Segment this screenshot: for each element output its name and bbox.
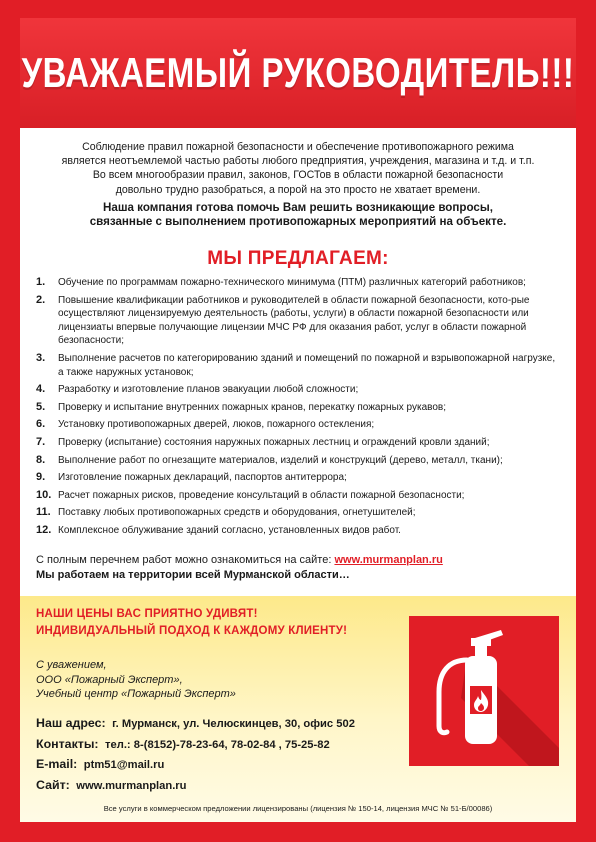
phone-label: Контакты:: [36, 736, 99, 751]
offer-item: [36, 383, 558, 397]
intro-highlight-line: Наша компания готова помочь Вам решить возникающие вопросы,: [103, 200, 493, 214]
full-list-note: [36, 553, 558, 583]
offer-item: [36, 276, 558, 290]
promo-line: НАШИ ЦЕНЫ ВАС ПРИЯТНО УДИВЯТ!: [36, 608, 258, 620]
offer-item-number: 2.: [36, 293, 46, 306]
offer-item-number: 4.: [36, 383, 46, 396]
content-panel: [20, 128, 576, 822]
offer-item-number: 3.: [36, 351, 46, 364]
offer-item-text: Проверку (испытание) состояния наружных пожарных лестниц и ограждений кровли зданий;: [58, 436, 490, 448]
offer-title: МЫ ПРЕДЛАГАЕМ:: [207, 248, 389, 269]
website-link[interactable]: www.murmanplan.ru: [334, 554, 443, 566]
offer-item-text: Расчет пожарных рисков, проведение консультаций в области пожарной безопасности;: [58, 489, 465, 501]
offer-item-text: Изготовление пожарных деклараций, паспортов антитеррора;: [58, 472, 347, 484]
title-banner: [20, 18, 576, 128]
company-name: ООО «Пожарный Эксперт»,: [36, 673, 183, 686]
signature-block: [36, 658, 236, 702]
offer-item-text: Обучение по программам пожарно-технического минимума (ПТМ) различных категорий работников;: [58, 277, 526, 288]
offer-item-number: 5.: [36, 400, 46, 413]
offer-item: [36, 401, 558, 415]
email-row: [36, 755, 355, 776]
intro-line: Соблюдение правил пожарной безопасности и обеспечение противопожарного режима: [82, 141, 514, 153]
intro-line: Во всем многообразии правил, законов, ГОСТов в области пожарной безопасности: [92, 169, 504, 182]
offer-item-number: 9.: [36, 471, 46, 484]
offer-list: [36, 276, 558, 542]
intro-highlight: [58, 201, 538, 230]
regards-line: С уважением,: [36, 659, 107, 671]
offer-item: [36, 294, 558, 348]
offer-item: [36, 506, 558, 520]
promo-line: ИНДИВИДУАЛЬНЫЙ ПОДХОД К КАЖДОМУ КЛИЕНТУ!: [36, 625, 348, 637]
training-center-name: Учебный центр «Пожарный Эксперт»: [36, 688, 236, 700]
address-label: Наш адрес:: [36, 716, 106, 730]
offer-item-number: 11.: [36, 506, 51, 519]
offer-item-number: 12.: [36, 523, 52, 536]
fire-extinguisher-icon: [409, 616, 559, 766]
full-list-prefix: С полным перечнем работ можно ознакомиться на сайте:: [36, 554, 332, 566]
offer-item: [36, 524, 558, 538]
page-title: УВАЖАЕМЫЙ РУКОВОДИТЕЛЬ!!!: [21, 49, 575, 96]
offer-item-text: Поставку любых противопожарных средств и оборудования, огнетушителей;: [58, 507, 416, 519]
license-note: Все услуги в коммерческом предложении лицензированы (лицензия № 150-14, лицензия МЧС № 51-Б/00086): [103, 804, 493, 813]
region-note: Мы работаем на территории всей Мурманской области…: [36, 569, 350, 581]
offer-item-number: 7.: [36, 435, 46, 448]
intro-highlight-line: связанные с выполнением противопожарных мероприятий на объекте.: [89, 215, 507, 229]
email-link[interactable]: ptm51@mail.ru: [83, 759, 165, 771]
offer-item-text: Выполнение работ по огнезащите материалов, изделий и конструкций (дерево, металл, ткани);: [58, 454, 503, 466]
phone-value: тел.: 8-(8152)-78-23-64, 78-02-84 , 75-25-82: [105, 738, 330, 751]
intro-text: [58, 140, 538, 230]
offer-item: [36, 352, 558, 379]
offer-item: [36, 436, 558, 450]
offer-item-text: Проверку и испытание внутренних пожарных кранов, перекатку пожарных рукавов;: [58, 401, 446, 413]
address-row: [36, 714, 355, 735]
offer-item: [36, 418, 558, 432]
offer-item: [36, 454, 558, 468]
email-label: E-mail:: [36, 757, 78, 771]
intro-line: довольно трудно разобраться, а порой на это просто не хватает времени.: [115, 183, 481, 196]
offer-item-text: Разработку и изготовление планов эвакуации любой сложности;: [58, 384, 359, 396]
offer-item-text: Установку противопожарных дверей, люков, пожарного остекления;: [58, 419, 375, 431]
offer-item: [36, 471, 558, 485]
contacts-block: [36, 714, 355, 796]
address-value: г. Мурманск, ул. Челюскинцев, 30, офис 502: [112, 718, 355, 730]
offer-item-text: Повышение квалификации работников и руководителей в области пожарной безопасности, кото-рые осуществляют лицензируемую деятельность (работы, услуги) в области пожарной безопасности или лицензиаты впервые получающие лицензии МЧС РФ для оказания работ, услуг в области пожарной безопасности;: [58, 294, 530, 347]
phone-row: [36, 735, 355, 756]
offer-item-number: 8.: [36, 453, 46, 466]
offer-item-text: Комплексное облуживание зданий согласно, установленных видов работ.: [58, 524, 401, 536]
site-row: [36, 776, 355, 797]
offer-item-number: 6.: [36, 418, 46, 431]
intro-line: является неотъемлемой частью работы любого предприятия, учреждения, магазина и т.д. и т.п.: [61, 155, 535, 168]
offer-item-number: 1.: [36, 276, 46, 288]
offer-item: [36, 489, 558, 503]
promo-text: [36, 606, 416, 640]
site-label: Сайт:: [36, 777, 70, 792]
offer-item-number: 10.: [36, 488, 52, 501]
offer-item-text: Выполнение расчетов по категорированию зданий и помещений по пожарной и взрывопожарной нагрузке, а также наружных установок;: [58, 352, 556, 378]
site-link[interactable]: www.murmanplan.ru: [76, 779, 187, 792]
